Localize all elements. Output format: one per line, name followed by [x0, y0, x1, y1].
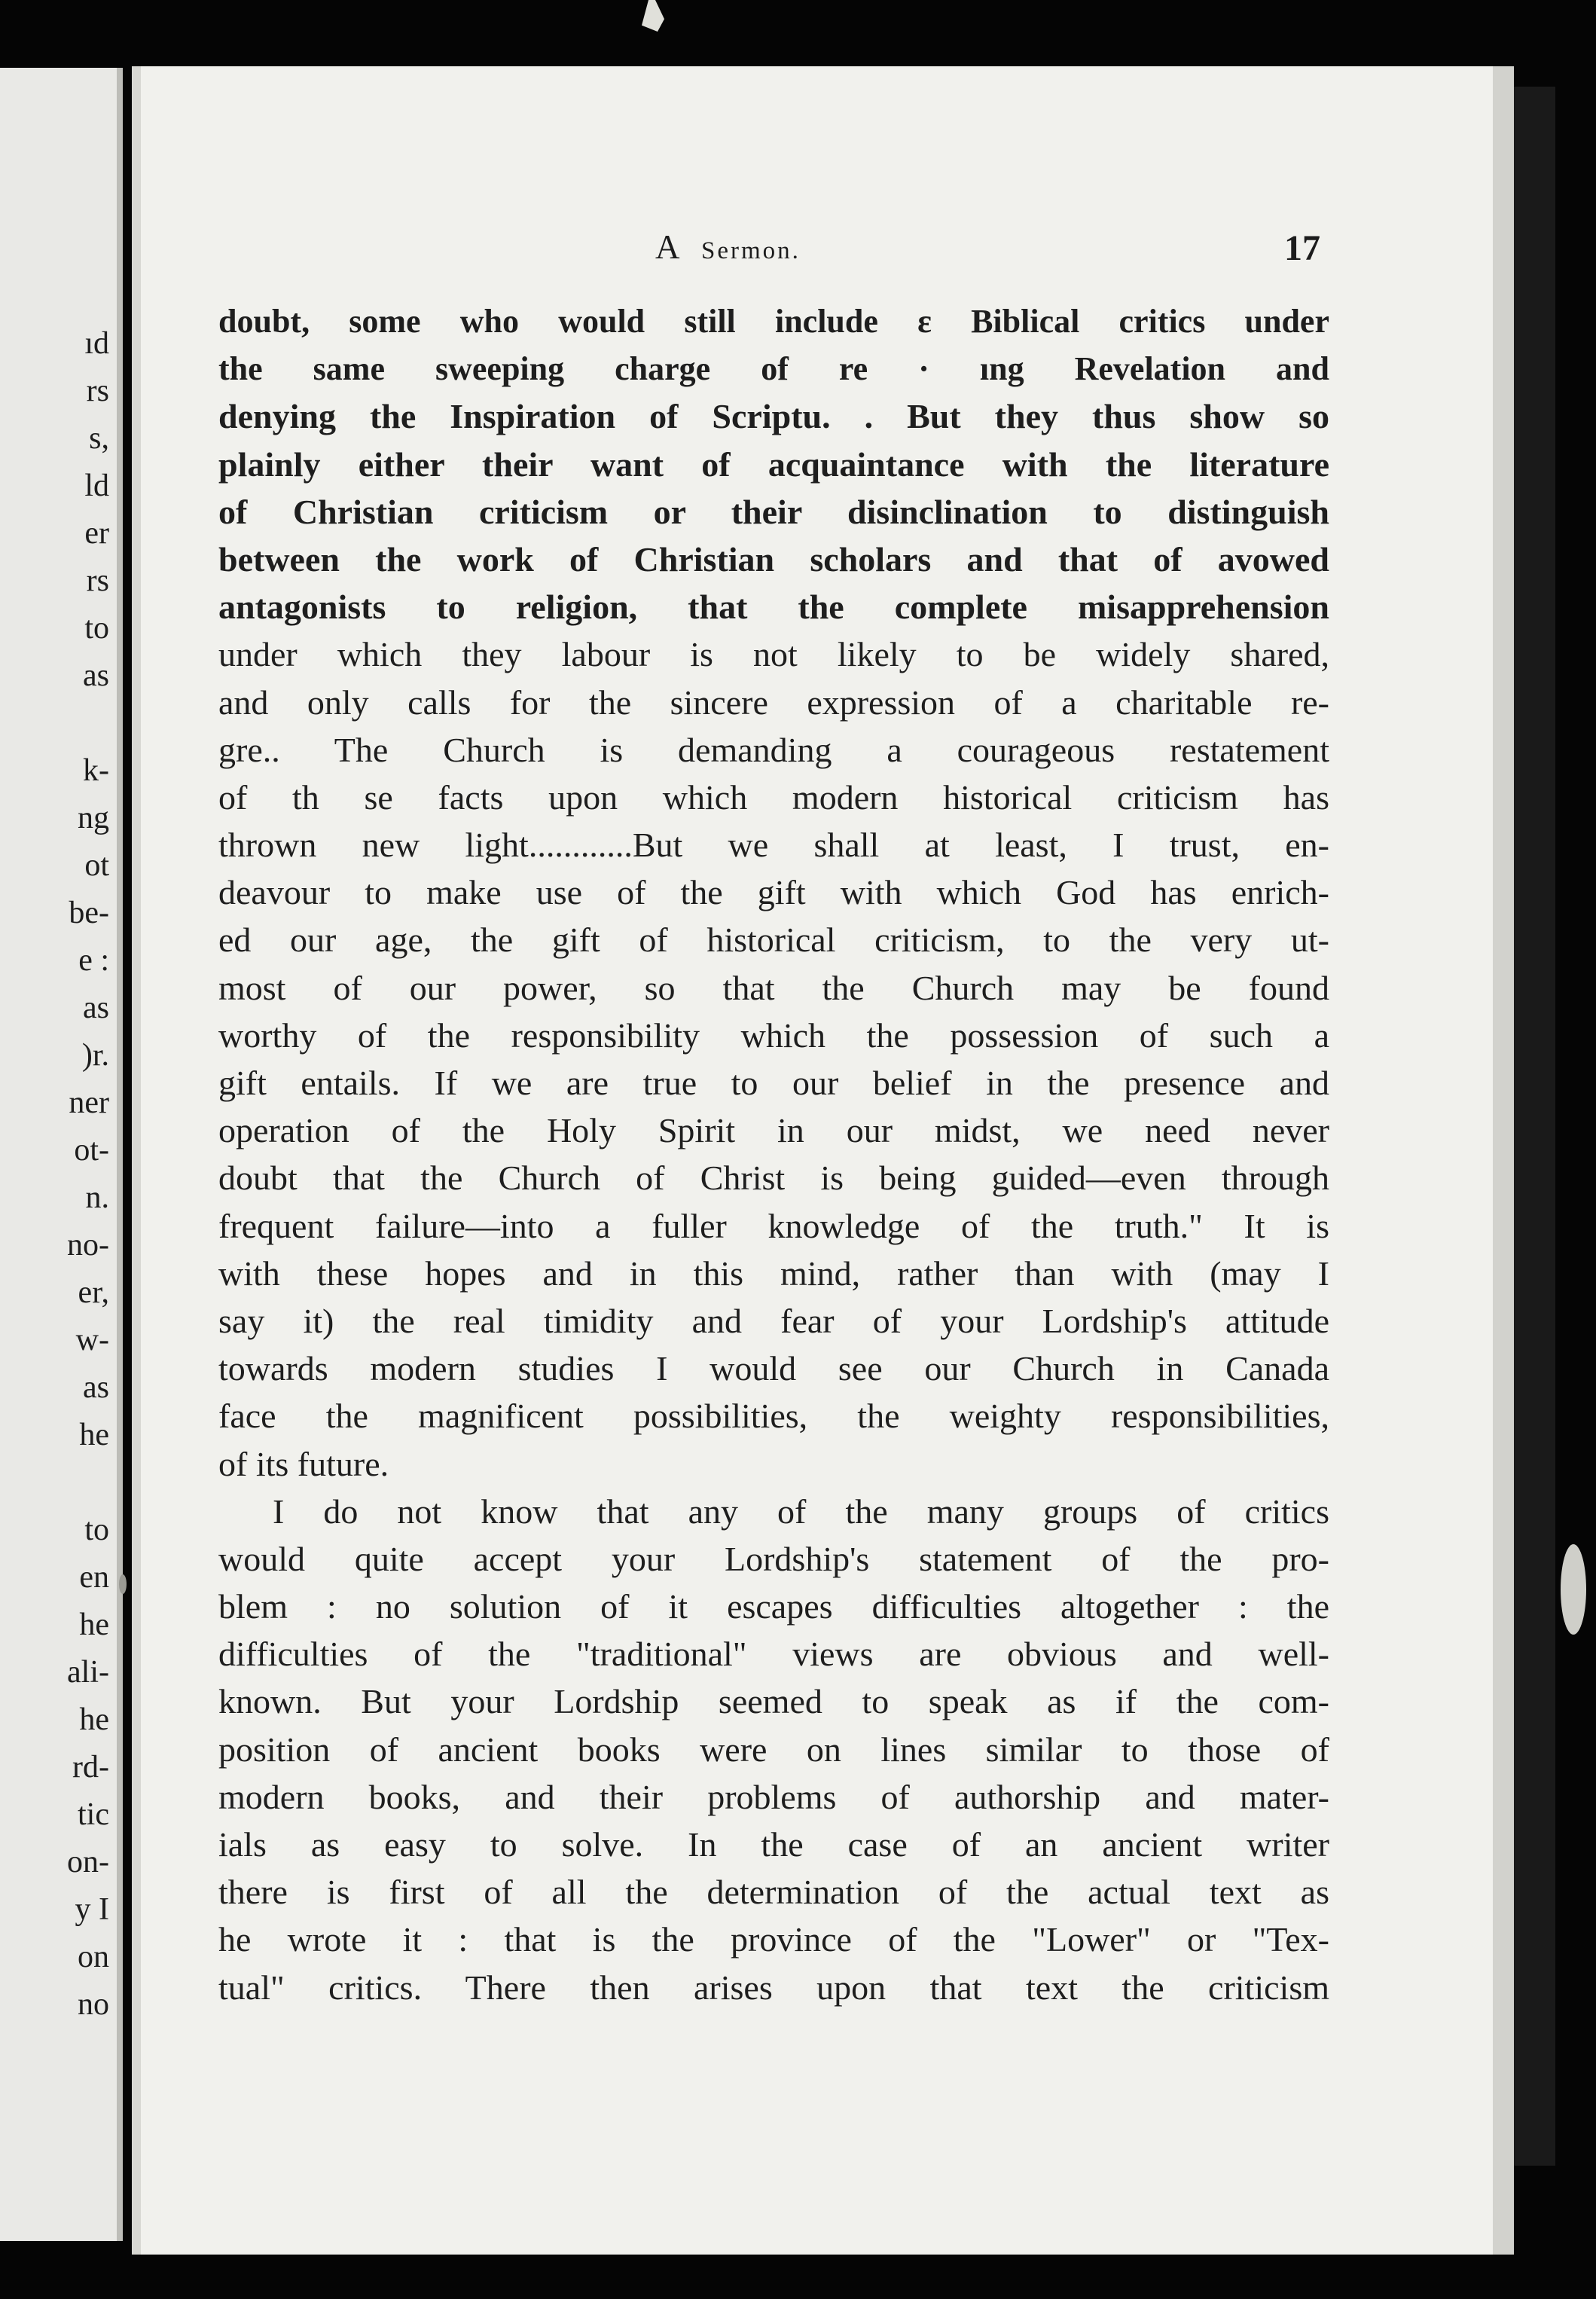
text-line: ed our age, the gift of historical criticism, to the very ut- — [218, 921, 1329, 960]
running-head-initial: A — [655, 228, 682, 266]
text-line: face the magnificent possibilities, the weighty responsibilities, — [218, 1397, 1329, 1436]
text-line: of th se facts upon which modern historical criticism has — [218, 777, 1329, 817]
left-fragment: ot- — [74, 1133, 109, 1168]
text-line: antagonists to religion, that the complete misapprehension — [218, 588, 1329, 627]
text-line: he wrote it : that is the province of the "Lower" or "Tex- — [218, 1920, 1329, 1959]
text-line: there is first of all the determination of the actual text as — [218, 1873, 1329, 1912]
text-line: difficulties of the "traditional" views are obvious and well- — [218, 1635, 1329, 1674]
left-fragment: ali- — [67, 1655, 109, 1690]
left-fragment: y I — [75, 1892, 109, 1927]
left-fragment: er, — [78, 1275, 109, 1310]
text-line: thrown new light............But we shall at least, I trust, en- — [218, 826, 1329, 865]
left-fragment: tic — [78, 1797, 109, 1832]
text-line: deavour to make use of the gift with which God has enrich- — [218, 873, 1329, 912]
text-line: position of ancient books were on lines similar to those of — [218, 1730, 1329, 1769]
text-line: operation of the Holy Spirit in our midst, we need never — [218, 1111, 1329, 1150]
text-line: known. But your Lordship seemed to speak as if the com- — [218, 1682, 1329, 1721]
left-fragment: he — [79, 1418, 109, 1452]
text-line: worthy of the responsibility which the possession of such a — [218, 1015, 1329, 1055]
text-line: ials as easy to solve. In the case of an ancient writer — [218, 1825, 1329, 1864]
text-line: tual" critics. There then arises upon that text the criticism — [218, 1968, 1329, 2007]
text-line: frequent failure—into a fuller knowledge of the truth." It is — [218, 1206, 1329, 1245]
text-line: towards modern studies I would see our Church in Canada — [218, 1349, 1329, 1388]
text-line: of its future. — [218, 1444, 389, 1483]
text-line: and only calls for the sincere expression of a charitable re- — [218, 682, 1329, 722]
text-line: gre.. The Church is demanding a courageous restatement — [218, 730, 1329, 769]
text-line: denying the Inspiration of Scriptu. . But they thus show so — [218, 397, 1329, 436]
left-fragment: he — [79, 1702, 109, 1737]
text-line: plainly either their want of acquaintance with the literature — [218, 444, 1329, 484]
text-line: say it) the real timidity and fear of your Lordship's attitude — [218, 1301, 1329, 1340]
left-fragment: ner — [69, 1085, 109, 1120]
left-fragment: s, — [89, 421, 109, 456]
left-fragment: on- — [67, 1845, 109, 1879]
text-line: blem : no solution of it escapes difficulties altogether : the — [218, 1587, 1329, 1626]
left-fragment: be- — [69, 896, 109, 930]
running-head-title: Sermon. — [701, 237, 801, 264]
left-fragment: to — [84, 611, 109, 646]
text-line: would quite accept your Lordship's statement of the pro- — [218, 1539, 1329, 1578]
left-fragment: ng — [78, 801, 109, 835]
left-fragment: e : — [78, 943, 109, 978]
left-fragment: as — [83, 991, 109, 1025]
page-number: 17 — [1284, 228, 1320, 268]
text-line: the same sweeping charge of re · ıng Revelation and — [218, 350, 1329, 388]
text-line: between the work of Christian scholars and that of avowed — [218, 539, 1329, 579]
left-fragment: ot — [84, 848, 109, 883]
left-fragment: rd- — [72, 1750, 109, 1785]
text-line: of Christian criticism or their disinclination to distinguish — [218, 492, 1329, 531]
left-fragment: k- — [83, 753, 109, 788]
left-fragment: he — [79, 1607, 109, 1642]
facing-page-left — [0, 68, 123, 2241]
left-fragment: ıd — [84, 326, 109, 361]
scan-artifact-speck — [119, 1574, 127, 1594]
page-edge-shadow — [1514, 87, 1555, 2166]
left-fragment: rs — [86, 374, 109, 408]
body-text — [218, 298, 1329, 2011]
left-fragment: en — [79, 1560, 109, 1595]
text-line: under which they labour is not likely to be widely shared, — [218, 635, 1329, 674]
left-fragment: n. — [85, 1180, 109, 1215]
left-fragment: to — [84, 1513, 109, 1547]
text-line: doubt, some who would still include ε Biblical critics under — [218, 303, 1329, 340]
left-fragment: as — [83, 658, 109, 693]
text-line: doubt that the Church of Christ is being guided—even through — [218, 1159, 1329, 1198]
left-fragment: ld — [84, 469, 109, 503]
text-line: modern books, and their problems of authorship and mater- — [218, 1777, 1329, 1816]
text-line: with these hopes and in this mind, rather than with (may I — [218, 1253, 1329, 1293]
left-fragment: )r. — [81, 1038, 109, 1073]
left-fragment: no- — [67, 1228, 109, 1262]
left-fragment: w- — [75, 1323, 109, 1357]
scan-artifact-mark — [642, 0, 664, 32]
left-fragment: no — [78, 1987, 109, 2022]
text-line: gift entails. If we are true to our belief in the presence and — [218, 1064, 1329, 1102]
scan-artifact-speck — [1561, 1544, 1586, 1635]
running-head — [655, 227, 801, 267]
left-fragment: on — [78, 1940, 109, 1974]
text-line: most of our power, so that the Church may be found — [218, 968, 1329, 1007]
left-fragment: as — [83, 1370, 109, 1405]
text-line: I do not know that any of the many groups of critics — [273, 1491, 1329, 1531]
left-fragment: er — [84, 516, 109, 551]
left-fragment: rs — [86, 563, 109, 598]
